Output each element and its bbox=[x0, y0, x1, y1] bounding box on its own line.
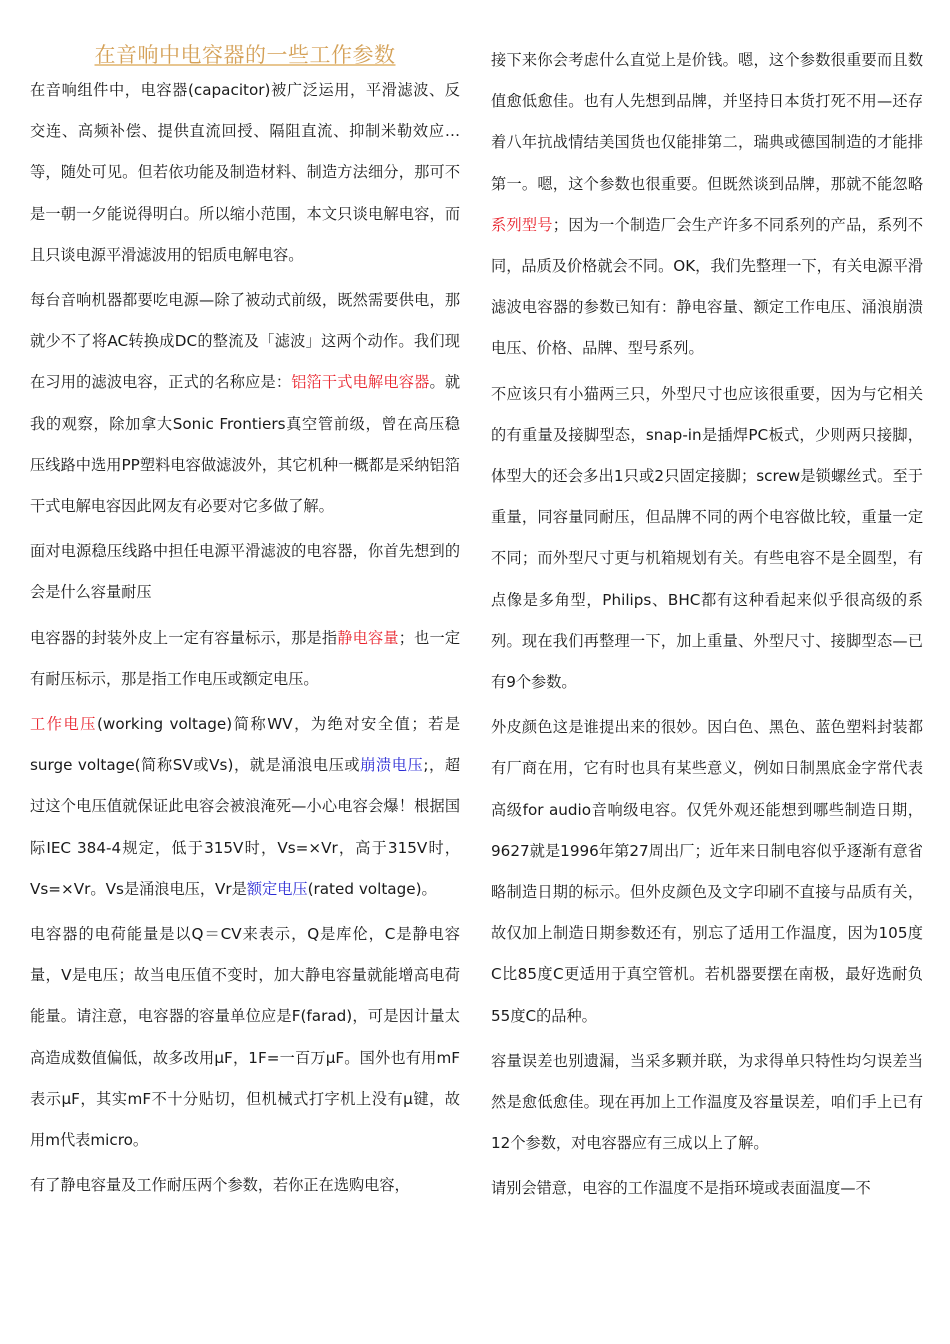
paragraph-voltage: 工作电压(working voltage)简称WV，为绝对安全值；若是surge voltage(简称SV或Vs)，就是涌浪电压或崩溃电压;，超过这个电压值就保证此电容会被浪淹死—小心电容会爆！根据国际IEC 384-4规定，低于315V时，Vs=×Vr，高于315V时，Vs=×Vr。Vs是涌浪电压，Vr是额定电压(rated voltage)。 bbox=[30, 715, 461, 898]
paragraph-temperature: 请别会错意，电容的工作温度不是指环境或表面温度—不 bbox=[491, 1179, 871, 1198]
paragraph-size-weight: 不应该只有小猫两三只，外型尺寸也应该很重要，因为与它相关的有重量及接脚型态，snap-in是插焊PC板式，少则两只接脚，体型大的还会多出1只或2只固定接脚；screw是锁螺丝式。至于重量，同容量同耐压，但品牌不同的两个电容做比较，重量一定不同；而外型尺寸更与机箱规划有关。有些电容不是全圆型，有点像是多角型，Philips、BHC都有这种看起来似乎很高级的系列。现在我们再整理一下，加上重量、外型尺寸、接脚型态—已有9个参数。 bbox=[491, 384, 923, 692]
paragraph-price-brand: 接下来你会考虑什么直觉上是价钱。嗯，这个参数很重要而且数值愈低愈佳。也有人先想到品牌，并坚持日本货打死不用—还存着八年抗战情结美国货也仅能排第二，瑞典或德国制造的才能排第一。嗯，这个参数也很重要。但既然谈到品牌，那就不能忽略系列型号；因为一个制造厂会生产许多不同系列的产品，系列不同，品质及价格就会不同。OK，我们先整理一下，有关电源平滑滤波电容器的参数已知有：静电容量、额定工作电压、涌浪崩溃电压、价格、品牌、型号系列。 bbox=[491, 51, 923, 358]
paragraph-selection: 有了静电容量及工作耐压两个参数，若你正在选购电容， bbox=[30, 1176, 410, 1195]
highlight-series-model: 系列型号 bbox=[491, 215, 553, 234]
page-title: 在音响中电容器的一些工作参数 bbox=[94, 43, 396, 67]
paragraph-charge: 电容器的电荷能量是以Q＝CV来表示，Q是库伦，C是静电容量，V是电压；故当电压值不变时，加大静电容量就能增高电荷能量。请注意，电容器的容量单位应是F(farad)，可是因计量太高造成数值偏低，故多改用μF，1F=一百万μF。国外也有用mF表示μF，其实mF不十分贴切，但机械式打字机上没有μ键，故用m代表micro。 bbox=[30, 925, 460, 1150]
link-rated-voltage[interactable]: 额定电压 bbox=[246, 879, 308, 898]
paragraph-capacity: 电容器的封装外皮上一定有容量标示，那是指静电容量；也一定有耐压标示，那是指工作电压或额定电压。 bbox=[30, 628, 461, 688]
highlight-working-voltage: 工作电压 bbox=[30, 715, 97, 734]
paragraph-intro: 在音响组件中，电容器(capacitor)被广泛运用，平滑滤波、反交连、高频补偿、提供直流回授、隔阻直流、抑制米勒效应…等，随处可见。但若依功能及制造材料、制造方法细分，那可不是一朝一夕能说得明白。所以缩小范围，本文只谈电解电容，而且只谈电源平滑滤波用的铝质电解电容。 bbox=[30, 81, 460, 264]
highlight-static-capacity: 静电容量 bbox=[337, 628, 399, 647]
paragraph-tolerance: 容量误差也别遗漏，当采多颗并联，为求得单只特性均匀误差当然是愈低愈佳。现在再加上工作温度及容量误差，咱们手上已有12个参数，对电容器应有三成以上了解。 bbox=[491, 1051, 923, 1153]
right-column bbox=[491, 40, 923, 1214]
paragraph-color-date: 外皮颜色这是谁提出来的很妙。因白色、黑色、蓝色塑料封装都有厂商在用，它有时也具有某些意义，例如日制黑底金字常代表高级for audio音响级电容。仅凭外观还能想到哪些制造日期，9627就是1996年第27周出厂；近年来日制电容似乎逐渐有意省略制造日期的标示。但外皮颜色及文字印刷不直接与品质有关，故仅加上制造日期参数还有，别忘了适用工作温度，因为105度C比85度C更适用于真空管机。若机器要摆在南极，最好选耐负55度C的品种。 bbox=[491, 718, 923, 1025]
left-column bbox=[30, 40, 460, 1210]
link-breakdown-voltage[interactable]: 崩溃电压 bbox=[360, 756, 424, 775]
paragraph-filter-capacitor: 每台音响机器都要吃电源—除了被动式前级，既然需要供电，那就少不了将AC转换成DC的整流及「滤波」这两个动作。我们现在习用的滤波电容，正式的名称应是：铝箔干式电解电容器。就我的观察，除加拿大Sonic Frontiers真空管前级，曾在高压稳压线路中选用PP塑料电容做滤波外，其它机种一概都是采纳铝箔干式电解电容因此网友有必要对它多做了解。 bbox=[30, 291, 461, 516]
paragraph-question: 面对电源稳压线路中担任电源平滑滤波的电容器，你首先想到的会是什么容量耐压 bbox=[30, 542, 460, 602]
highlight-aluminum-capacitor: 铝箔干式电解电容器 bbox=[291, 373, 430, 392]
